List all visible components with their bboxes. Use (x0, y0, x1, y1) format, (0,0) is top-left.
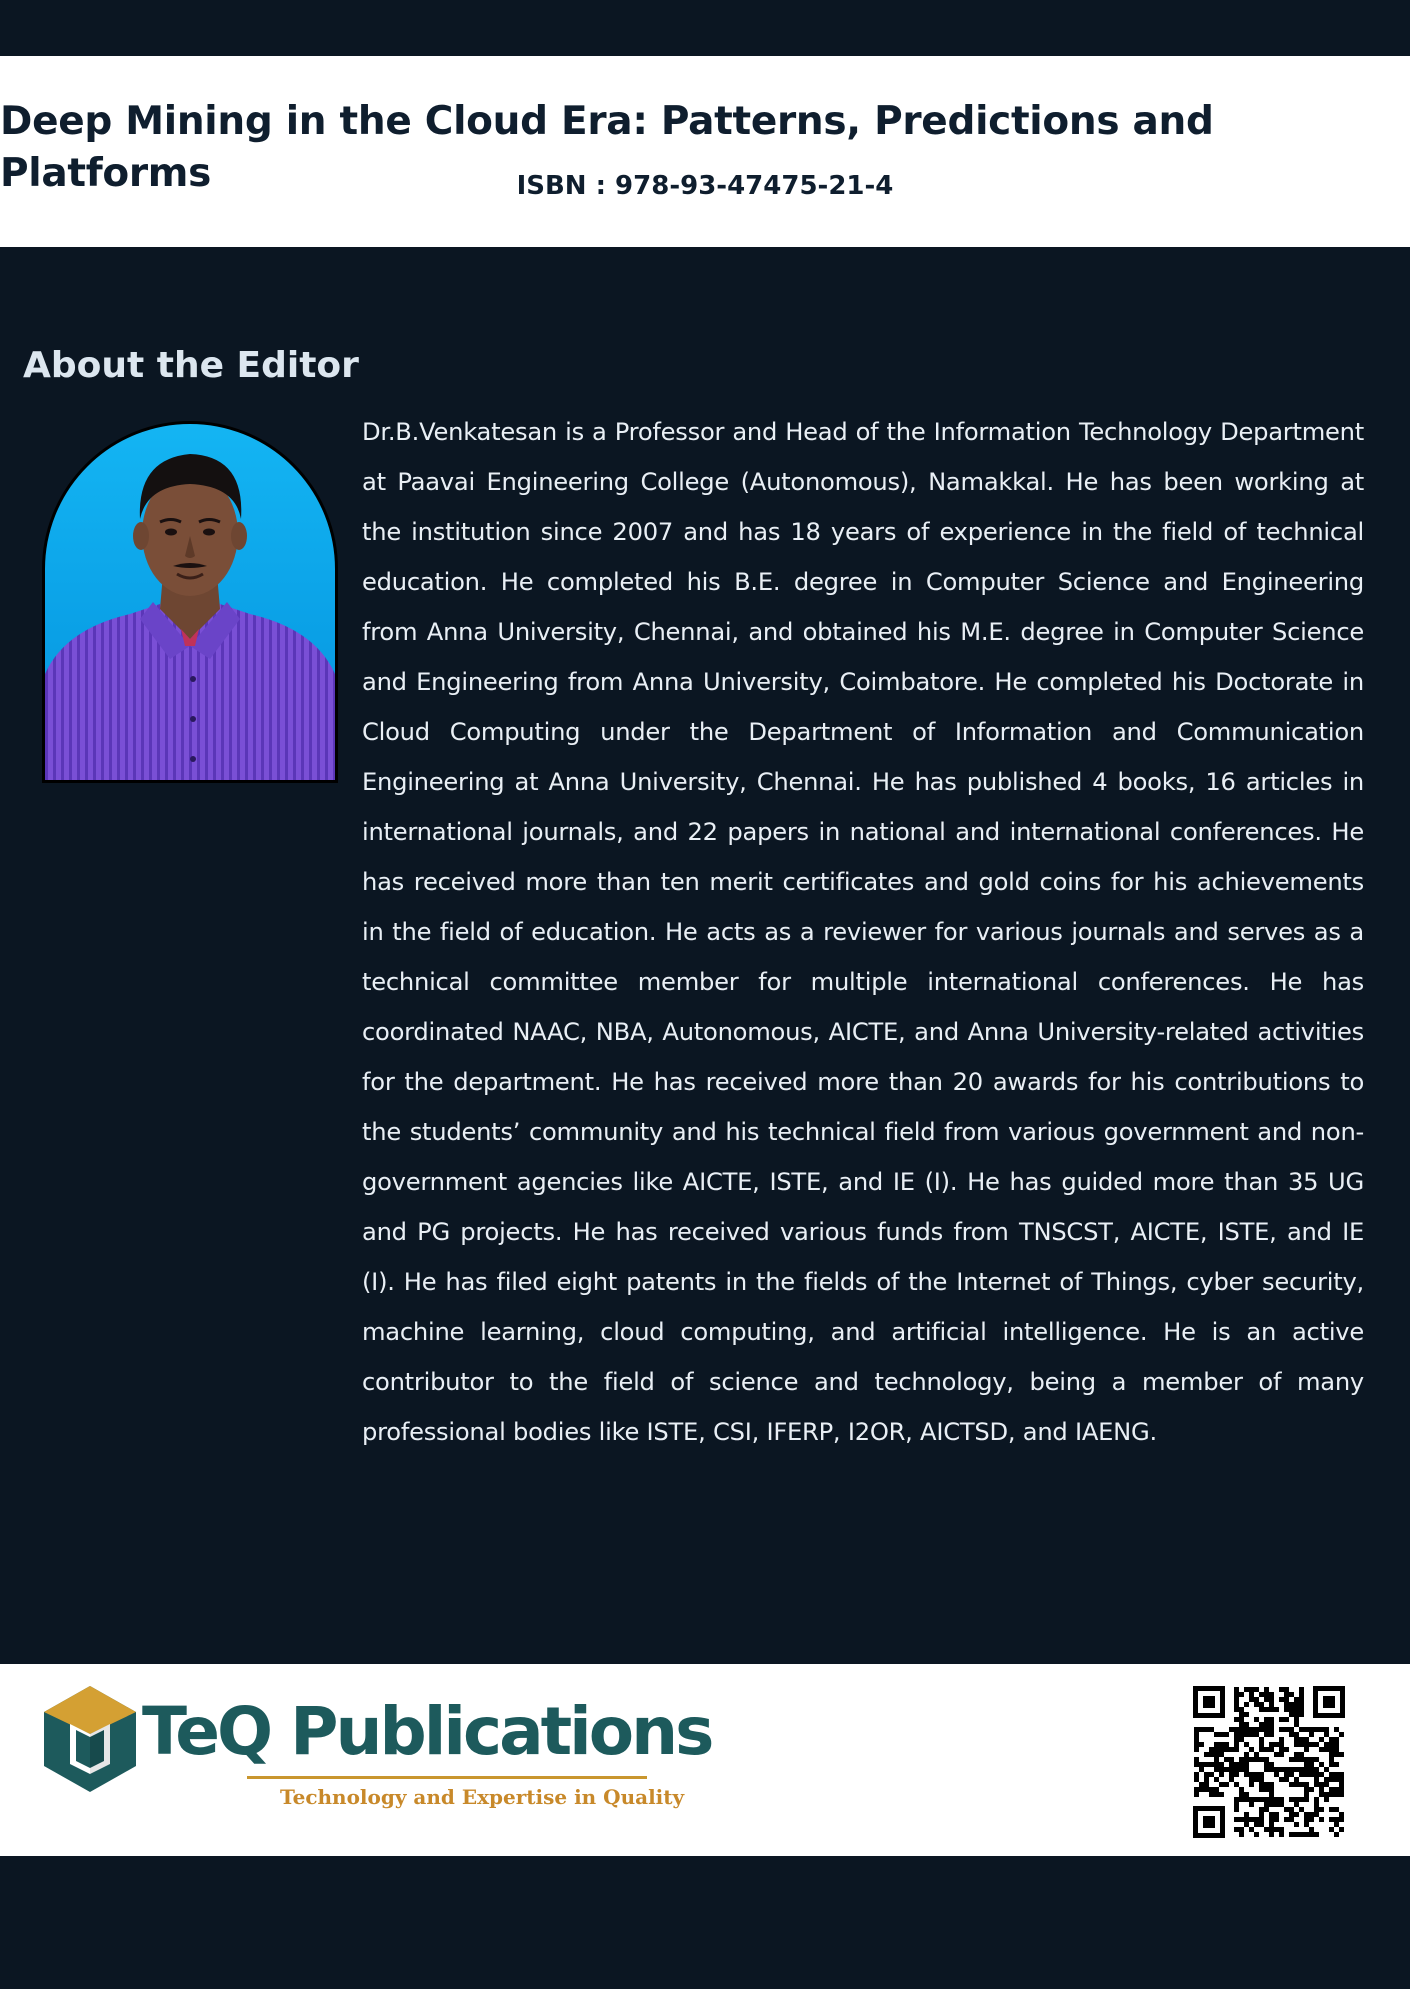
qr-code-icon (1193, 1686, 1345, 1838)
hexagon-cube-icon (42, 1684, 138, 1794)
editor-portrait-icon (45, 424, 335, 780)
about-editor-heading: About the Editor (23, 345, 359, 386)
publisher-name: TeQ Publications (142, 1693, 712, 1770)
publisher-logo (42, 1684, 712, 1814)
book-title: Deep Mining in the Cloud Era: Patterns, Predictions and Platforms (0, 99, 1214, 196)
editor-photo (42, 421, 338, 783)
editor-biography: Dr.B.Venkatesan is a Professor and Head of the Information Technology Department at Paavai Engineering College (Autonomous), Namakkal. He has been working at the institution since 2007 and has 18 years of experience in the field of technical education. He completed his B.E. degree in Computer Science and Engineering from Anna University, Chennai, and obtained his M.E. degree in Computer Science and Engineering from Anna University, Coimbatore. He completed his Doctorate in Cloud Computing under the Department of Information and Communication Engineering at Anna University, Chennai. He has published 4 books, 16 articles in international journals, and 22 papers in national and international conferences. He has received more than ten merit certificates and gold coins for his achievements in the field of education. He acts as a reviewer for various journals and serves as a technical committee member for multiple international conferences. He has coordinated NAAC, NBA, Autonomous, AICTE, and Anna University-related activities for the department. He has received more than 20 awards for his contributions to the students’ community and his technical field from various government and non-government agencies like AICTE, ISTE, and IE (I). He has guided more than 35 UG and PG projects. He has received various funds from TNSCST, AICTE, ISTE, and IE (I). He has filed eight patents in the fields of the Internet of Things, cyber security, machine learning, cloud computing, and artificial intelligence. He is an active contributor to the field of science and technology, being a member of many professional bodies like ISTE, CSI, IFERP, I2OR, AICTSD, and IAENG. (362, 418, 1364, 1446)
logo-divider (247, 1776, 647, 1779)
publisher-tagline: Technology and Expertise in Quality (280, 1785, 685, 1809)
isbn-label: ISBN : 978-93-47475-21-4 (516, 171, 894, 201)
